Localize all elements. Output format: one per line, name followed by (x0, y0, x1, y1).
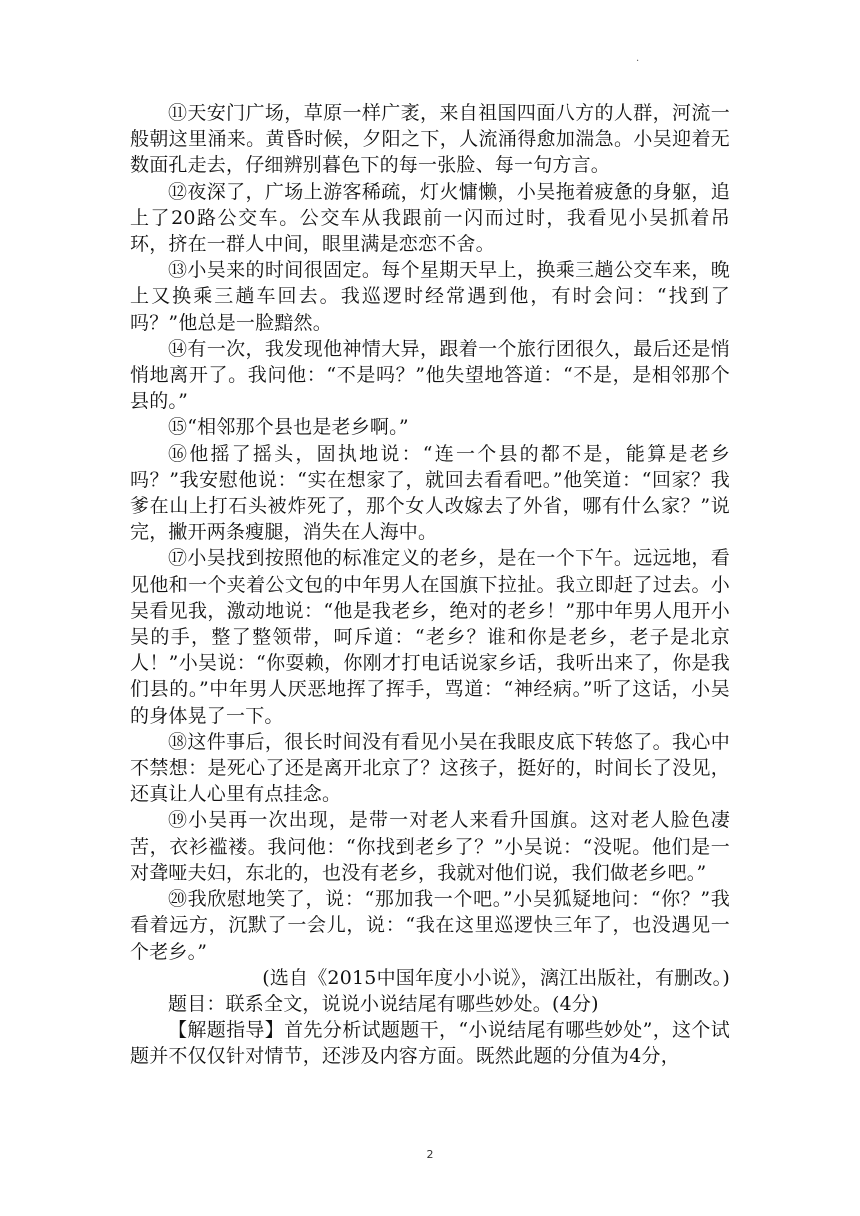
header-mark: . (636, 53, 640, 64)
paragraph-11: ⑪天安门广场，草原一样广袤，来自祖国四面八方的人群，河流一般朝这里涌来。黄昏时候，夕阳之下，人流涌得愈加湍急。小吴迎着无数面孔走去，仔细辨别暮色下的每一张脸、每一句方言。 (130, 102, 730, 177)
paragraph-18: ⑱这件事后，很长时间没有看见小吴在我眼皮底下转悠了。我心中不禁想：是死心了还是离开北京了？这孩子，挺好的，时间长了没见，还真让人心里有点挂念。 (130, 730, 730, 806)
paragraph-19: ⑲小吴再一次出现，是带一对老人来看升国旗。这对老人脸色凄苦，衣衫褴褛。我问他：“你找到老乡了？”小吴说：“没呢。他们是一对聋哑夫妇，东北的，也没有老乡，我就对他们说，我们做老乡吧。” (130, 809, 730, 884)
paragraph-17: ⑰小吴找到按照他的标准定义的老乡，是在一个下午。远远地，看见他和一个夹着公文包的中年男人在国旗下拉扯。我立即赶了过去。小吴看见我，激动地说：“他是我老乡，绝对的老乡！”那中年男人甩开小吴的手，整了整领带，呵斥道：“老乡？谁和你是老乡，老子是北京人！”小吴说：“你耍赖，你刚才打电话说家乡话，我听出来了，你是我们县的。”中年男人厌恶地挥了挥手，骂道：“神经病。”听了这话，小吴的身体晃了一下。 (130, 547, 730, 727)
source-note: (选自《2015中国年度小小说》，漓江出版社，有删改。) (262, 966, 730, 989)
solution-guidance: 【解题指导】首先分析试题题干，“小说结尾有哪些妙处”，这个试题并不仅仅针对情节，还涉及内容方面。既然此题的分值为4分， (130, 1019, 730, 1068)
paragraph-16: ⑯他摇了摇头，固执地说：“连一个县的都不是，能算是老乡吗？”我安慰他说：“实在想家了，就回去看看吧。”他笑道：“回家？我爹在山上打石头被炸死了，那个女人改嫁去了外省，哪有什么家？”说完，撇开两条瘦腿，消失在人海中。 (130, 442, 730, 544)
paragraph-13: ⑬小吴来的时间很固定。每个星期天早上，换乘三趟公交车来，晚上又换乘三趟车回去。我巡逻时经常遇到他，有时会问：“找到了吗？”他总是一脸黯然。 (130, 259, 730, 334)
paragraph-20: ⑳我欣慰地笑了，说：“那加我一个吧。”小吴狐疑地问：“你？”我看着远方，沉默了一会儿，说：“我在这里巡逻快三年了，也没遇见一个老乡。” (130, 888, 730, 963)
paragraph-12: ⑫夜深了，广场上游客稀疏，灯火慵懒，小吴拖着疲惫的身躯，追上了20路公交车。公交车从我跟前一闪而过时，我看见小吴抓着吊环，挤在一群人中间，眼里满是恋恋不舍。 (130, 180, 730, 256)
document-body (130, 100, 730, 1070)
question-text: 题目：联系全文，说说小说结尾有哪些妙处。(4分) (168, 992, 599, 1015)
page-number: 2 (426, 1148, 434, 1161)
paragraph-15: ⑮“相邻那个县也是老乡啊。” (168, 416, 409, 439)
paragraph-14: ⑭有一次，我发现他神情大异，跟着一个旅行团很久，最后还是悄悄地离开了。我问他：“不是吗？”他失望地答道：“不是，是相邻那个县的。” (130, 337, 730, 413)
